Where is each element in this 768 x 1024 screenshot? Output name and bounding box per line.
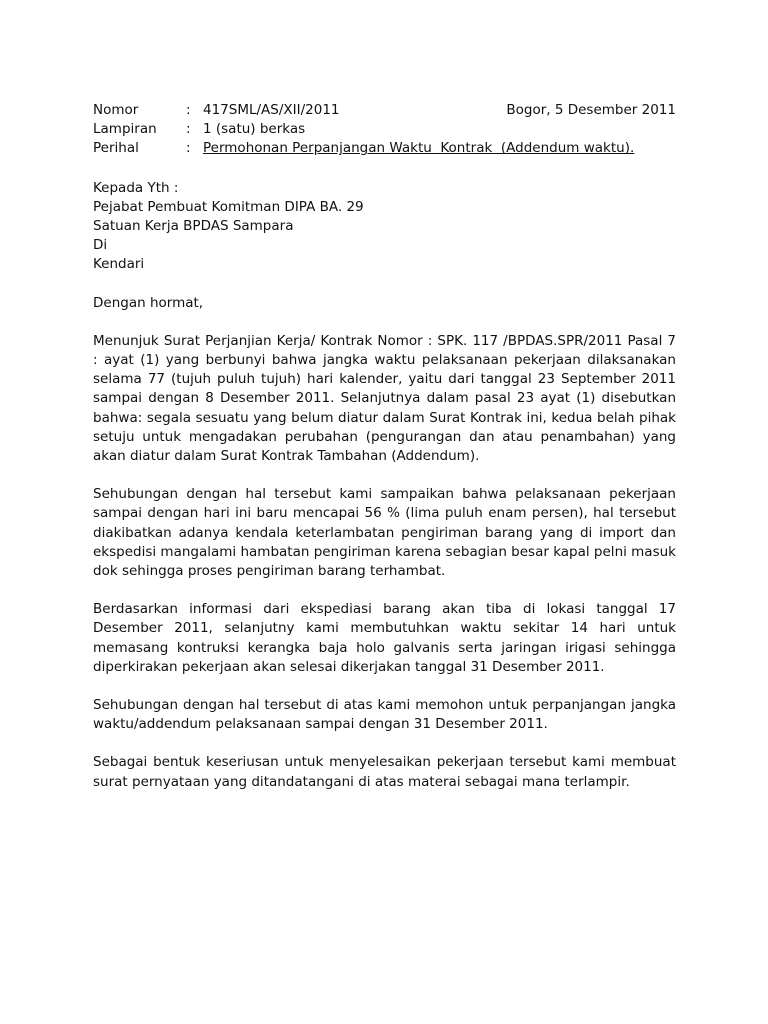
perihal-row [93,139,676,158]
spacer [93,159,676,179]
place-date: Bogor, 5 Desember 2011 [506,102,676,118]
nomor-label: Nomor [93,102,139,118]
recipient-line: Kendari [93,256,145,273]
spacer [93,313,676,332]
lampiran-row [93,120,676,139]
nomor-colon: : [186,102,191,118]
perihal-colon: : [186,140,191,157]
letter-body [93,101,676,792]
lampiran-label: Lampiran [93,121,157,138]
paragraph-progress: Sehubungan dengan hal tersebut kami sampaikan bahwa pelaksanaan pekerjaan sampai dengan hari ini baru mencapai 56 % (lima puluh enam persen), hal tersebut diakibatkan adanya kendala keterlambatan pengiriman barang yang di import dan ekspedisi mangalami hambatan pengiriman karena sebagian besar kapal pelni masuk dok sehingga proses pengiriman barang terhambat. [93,486,676,580]
lampiran-colon: : [186,121,191,138]
recipient-block [93,179,676,275]
recipient-line: Pejabat Pembuat Komitman DIPA BA. 29 [93,198,364,215]
lampiran-value: 1 (satu) berkas [203,121,306,138]
spacer [93,734,676,753]
paragraph-request: Sehubungan dengan hal tersebut di atas kami memohon untuk perpanjangan jangka waktu/addendum pelaksanaan sampai dengan 31 Desember 2011. [93,697,676,733]
perihal-label: Perihal [93,140,139,157]
nomor-row [93,101,676,120]
recipient-line: Di [93,237,108,254]
paragraph-closing: Sebagai bentuk keseriusan untuk menyelesaikan pekerjaan tersebut kami membuat surat pernyataan yang ditandatangani di atas materai sebagai mana terlampir. [93,754,676,790]
salutation: Dengan hormat, [93,294,204,311]
spacer [93,677,676,696]
spacer [93,275,676,294]
paragraph-reference: Menunjuk Surat Perjanjian Kerja/ Kontrak Nomor : SPK. 117 /BPDAS.SPR/2011 Pasal 7 : ayat (1) yang berbunyi bahwa jangka waktu pelaksanaan pekerjaan dilaksanakan selama 77 (tujuh puluh tujuh) hari kalender, yaitu dari tanggal 23 September 2011 sampai dengan 8 Desember 2011. Selanjutnya dalam pasal 23 ayat (1) disebutkan bahwa: segala sesuatu yang belum diatur dalam Surat Kontrak ini, kedua belah pihak setuju untuk mengadakan perubahan (pengurangan dan atau penambahan) yang akan diatur dalam Surat Kontrak Tambahan (Addendum). [93,332,676,464]
nomor-value: 417SML/AS/XII/2011 [203,102,340,118]
perihal-value: Permohonan Perpanjangan Waktu Kontrak (Addendum waktu). [203,140,635,157]
paragraph-shipping: Berdasarkan informasi dari ekspediasi barang akan tiba di lokasi tanggal 17 Desember 2011, selanjutny kami membutuhkan waktu sekitar 14 hari untuk memasang kontruksi kerangka baja holo galvanis serta jaringan irigasi sehingga diperkirakan pekerjaan akan selesai dikerjakan tanggal 31 Desember 2011. [93,601,676,675]
spacer [93,581,676,600]
recipient-line: Satuan Kerja BPDAS Sampara [93,217,294,234]
recipient-line: Kepada Yth : [93,179,179,196]
spacer [93,466,676,485]
